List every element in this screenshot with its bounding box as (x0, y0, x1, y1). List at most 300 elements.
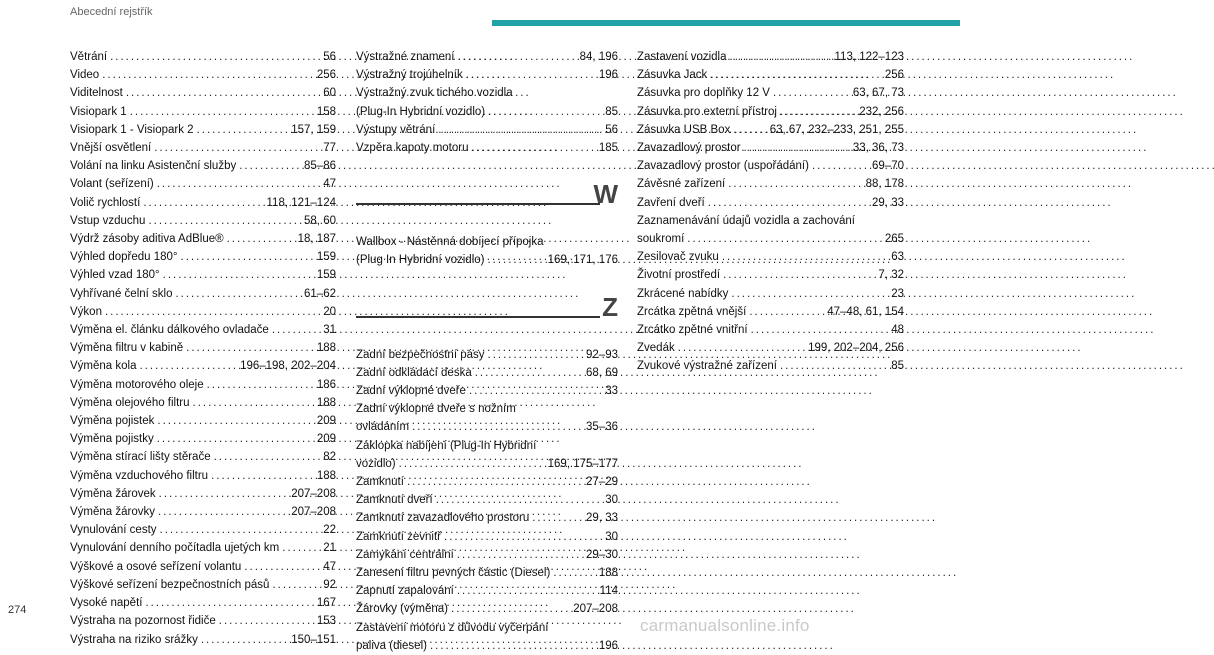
index-entry (356, 121, 618, 139)
dot-leader (488, 346, 584, 364)
header-title: Abecední rejstřík (70, 6, 153, 18)
index-entry-pages: 63, 67, 73 (852, 87, 904, 100)
index-entry-line (70, 558, 336, 576)
dot-leader (466, 66, 596, 84)
index-entry-label: Výstraha na pozornost řidiče (70, 615, 216, 628)
index-entry (637, 339, 904, 357)
index-entry-pages: 85 (605, 105, 618, 118)
dot-leader (102, 66, 314, 84)
index-entry-line (70, 485, 336, 503)
index-entry-line (70, 376, 336, 394)
index-entry-pages: 35–36 (586, 421, 618, 434)
index-entry (70, 594, 336, 612)
index-entry-label: Vyhřívané čelní sklo (70, 287, 173, 300)
index-entry-label: (Plug-In Hybridní vozidlo) (356, 105, 486, 118)
index-entry (637, 357, 904, 375)
index-entry-label: Záklopka nabíjení (Plug-In Hybridní (356, 439, 537, 452)
index-entry (637, 48, 904, 66)
dot-leader (407, 473, 583, 491)
index-entry-pages: 63 (891, 251, 904, 264)
index-entry-line (637, 103, 904, 121)
dot-leader (749, 303, 824, 321)
index-entry-label: Volant (seřízení) (70, 178, 154, 191)
index-entry-label: Výhled dopředu 180° (70, 251, 178, 264)
index-entry (70, 84, 336, 102)
index-entry-line (70, 285, 336, 303)
index-entry-label: vozidlo) (356, 457, 396, 470)
index-entry-label: Výměna motorového oleje (70, 378, 204, 391)
index-entry-line (70, 394, 336, 412)
index-entry-label: Zamknutí (356, 476, 404, 489)
index-entry-label: Zamykání centrální (356, 548, 454, 561)
index-entry-pages: 29–30 (586, 548, 618, 561)
index-entry-line (356, 528, 618, 546)
index-entry-label: Zásuvka USB Box (637, 123, 731, 136)
index-entry (70, 248, 336, 266)
index-entry (637, 212, 904, 248)
index-entry-pages: 21 (323, 542, 336, 555)
index-entry-line (356, 103, 618, 121)
index-entry (70, 394, 336, 412)
index-entry (356, 619, 618, 655)
index-entry-label: soukromí (637, 233, 685, 246)
dot-leader (105, 303, 320, 321)
index-entry-label: Zastavení motoru z důvodu vyčerpání (356, 621, 549, 634)
index-entry-pages: 256 (316, 69, 336, 82)
index-entry (70, 576, 336, 594)
index-entry-label: Zrcátka zpětná vnější (637, 305, 747, 318)
index-entry (356, 564, 618, 582)
index-entry-pages: 196 (598, 639, 618, 652)
index-entry-pages: 33, 36, 73 (852, 142, 904, 155)
index-entry-pages: 209 (316, 415, 336, 428)
index-entry-line (356, 455, 618, 473)
index-entry-label: Zásuvka pro externí přístroj (637, 105, 777, 118)
index-entry-pages: 47–48, 61, 154 (827, 305, 904, 318)
index-entry (70, 376, 336, 394)
index-entry-label: Volič rychlostí (70, 196, 141, 209)
index-entry-label: Závěsné zařízení (637, 178, 726, 191)
index-entry-line (70, 303, 336, 321)
index-entry-label: Výměna žárovek (70, 487, 156, 500)
index-entry (356, 528, 618, 546)
dot-leader (438, 121, 602, 139)
dot-leader (436, 491, 603, 509)
index-entry-line (637, 230, 904, 248)
index-entry-line (356, 382, 618, 400)
index-entry-line (637, 84, 904, 102)
watermark: carmanualsonline.info (640, 616, 810, 635)
index-entry-pages: 256 (884, 69, 904, 82)
index-entry-label: Zadní bezpečnostní pásy (356, 348, 485, 361)
index-entry-pages: 169, 171, 176 (547, 254, 618, 267)
index-entry (70, 230, 336, 248)
index-group-w (356, 233, 618, 269)
dot-leader (710, 66, 882, 84)
index-entry (70, 321, 336, 339)
index-entry-pages: 199, 202–204, 256 (808, 342, 904, 355)
index-entry-label: Zadní výklopné dveře s nožním (356, 403, 516, 416)
index-entry-line (70, 266, 336, 284)
index-entry-label: Visiopark 1 (70, 105, 127, 118)
index-entry-pages: 22 (323, 524, 336, 537)
dot-leader (744, 139, 850, 157)
index-entry-label: Výstražné znamení (356, 51, 455, 63)
index-entry-pages: 27–29 (586, 476, 618, 489)
index-entry-line (70, 503, 336, 521)
index-entry-line (70, 248, 336, 266)
index-entry-line (70, 430, 336, 448)
dot-leader (160, 521, 321, 539)
index-entry-pages: 29, 33 (872, 196, 904, 209)
index-entry (356, 139, 618, 157)
dot-leader (126, 84, 320, 102)
index-entry-pages: 265 (884, 233, 904, 246)
index-entry-line (356, 48, 618, 66)
index-entry-pages: 113, 122–123 (834, 51, 904, 63)
index-entry-pages: 30 (605, 494, 618, 507)
index-entry-line (356, 66, 618, 84)
index-entry (70, 558, 336, 576)
dot-leader (282, 539, 320, 557)
dot-leader (457, 546, 583, 564)
dot-leader (444, 528, 602, 546)
index-entry-line (356, 564, 618, 582)
index-entry-label: Výdrž zásoby aditiva AdBlue® (70, 233, 224, 246)
index-entry (70, 157, 336, 175)
dot-leader (457, 48, 576, 66)
index-entry-label: Viditelnost (70, 87, 123, 100)
index-entry-label: ovládáním (356, 421, 410, 434)
index-entry-label: Výškové a osové seřízení volantu (70, 560, 242, 573)
index-entry-line (356, 600, 618, 618)
dot-leader (412, 418, 583, 436)
index-entry-label: Zásuvka pro doplňky 12 V (637, 87, 770, 100)
index-entry-line (637, 194, 904, 212)
index-entry-line (70, 139, 336, 157)
index-entry (70, 448, 336, 466)
index-entry (637, 248, 904, 266)
index-entry-pages: 185 (598, 142, 618, 155)
dot-leader (722, 248, 888, 266)
index-entry-label: Zvukové výstražné zařízení (637, 360, 777, 373)
index-entry (637, 121, 904, 139)
index-entry-pages: 167 (316, 597, 336, 610)
index-entry-label: Zrcátko zpětné vnitřní (637, 324, 748, 337)
index-entry-pages: 207–208 (291, 506, 336, 519)
dot-leader (469, 382, 602, 400)
index-entry-pages: 157, 159 (291, 123, 336, 136)
index-entry-label: Výměna olejového filtru (70, 396, 190, 409)
dot-leader (780, 103, 856, 121)
index-entry (70, 121, 336, 139)
index-entry-pages: 92–93 (586, 348, 618, 361)
dot-leader (181, 248, 314, 266)
dot-leader (812, 157, 869, 175)
index-entry-pages: 68, 69 (586, 366, 618, 379)
index-entry-line (637, 321, 904, 339)
index-entry-line (70, 230, 336, 248)
dot-leader (197, 121, 289, 139)
index-entry-line (637, 266, 904, 284)
index-entry-label: Zvedák (637, 342, 675, 355)
dot-leader (731, 285, 888, 303)
index-entry-line (70, 66, 336, 84)
index-entry-label: Výměna stírací lišty stěrače (70, 451, 211, 464)
dot-leader (708, 194, 869, 212)
index-entry (637, 321, 904, 339)
dot-leader (532, 509, 583, 527)
index-entry-label: Výkon (70, 305, 102, 318)
index-entry (637, 194, 904, 212)
index-entry-line (356, 582, 618, 600)
index-column-2 (356, 48, 618, 655)
index-entry (70, 357, 336, 375)
index-entry-label: Zamknutí zavazadlového prostoru (356, 512, 530, 525)
index-entry-pages: 82 (323, 451, 336, 464)
index-column-3 (637, 48, 904, 376)
index-entry (637, 285, 904, 303)
index-entry-pages: 29, 33 (586, 512, 618, 525)
dot-leader (139, 357, 237, 375)
index-entry-pages: 209 (316, 433, 336, 446)
index-entry (356, 84, 618, 120)
index-entry-label: Zkrácené nabídky (637, 287, 729, 300)
index-entry-line (70, 157, 336, 175)
index-entry (637, 175, 904, 193)
index-entry-pages: 188 (316, 469, 336, 482)
index-entry-label: Zastavení vozidla (637, 51, 727, 63)
dot-leader (451, 600, 570, 618)
index-entry-pages: 207–208 (573, 603, 618, 616)
dot-leader (475, 364, 583, 382)
dot-leader (145, 594, 313, 612)
dot-leader (193, 394, 314, 412)
index-entry-label: Žárovky (výměna) (356, 603, 449, 616)
index-entry-label: Výměna žárovky (70, 506, 156, 519)
section-heading-w (356, 175, 618, 233)
index-entry (70, 612, 336, 630)
index-entry-label: Zapnutí zapalování (356, 585, 454, 598)
dot-leader (773, 84, 850, 102)
index-entry-pages: 47 (323, 560, 336, 573)
dot-leader (148, 212, 301, 230)
page-number: 274 (8, 604, 27, 616)
index-entry-label: Zavření dveří (637, 196, 705, 209)
index-entry-line (356, 139, 618, 157)
index-entry-pages: 232, 256 (859, 105, 904, 118)
index-entry-label: Visiopark 1 - Visiopark 2 (70, 123, 194, 136)
index-entry-label: Zesilovač zvuku (637, 251, 719, 264)
index-entry-label: Výměna kola (70, 360, 137, 373)
index-entry (356, 582, 618, 600)
section-letter-z: Z (602, 291, 618, 322)
index-entry-label: Výměna pojistek (70, 415, 155, 428)
index-entry-pages: 20 (323, 305, 336, 318)
dot-leader (158, 503, 288, 521)
section-heading-z (356, 288, 618, 346)
index-entry-label: Životní prostředí (637, 269, 721, 282)
index-entry-line (70, 321, 336, 339)
dot-leader (457, 582, 597, 600)
index-entry (637, 139, 904, 157)
index-entry-label: Vynulování cesty (70, 524, 157, 537)
dot-leader (751, 321, 889, 339)
index-entry (356, 491, 618, 509)
index-entry-line (70, 448, 336, 466)
index-entry-label: Výstražný trojúhelník (356, 69, 463, 82)
index-entry-pages: 31 (323, 324, 336, 337)
index-entry (70, 139, 336, 157)
index-entry-line (70, 194, 336, 212)
index-group-z (356, 346, 618, 655)
index-entry-label: Wallbox - Nástěnná dobíjecí přípojka (356, 236, 544, 249)
dot-leader (157, 430, 314, 448)
index-entry-line (637, 285, 904, 303)
index-entry-label: Video (70, 69, 100, 82)
index-entry-label: Volání na linku Asistenční služby (70, 160, 237, 173)
index-entry-label: Výhled vzad 180° (70, 269, 160, 282)
index-entry (356, 233, 618, 269)
index-entry-label: Zamknutí zevnitř (356, 530, 441, 543)
index-entry-label: Výměna filtru v kabině (70, 342, 184, 355)
index-entry (70, 285, 336, 303)
index-entry-line (70, 539, 336, 557)
index-entry-line (70, 339, 336, 357)
index-entry-pages: 30 (605, 530, 618, 543)
index-entry (70, 266, 336, 284)
index-entry-label: Větrání (70, 51, 108, 63)
index-entry-label: Výměna pojistky (70, 433, 154, 446)
index-entry-pages: 150–151 (291, 633, 336, 646)
index-entry (356, 364, 618, 382)
index-entry-line (637, 48, 904, 66)
index-entry (70, 503, 336, 521)
index-entry-pages: 48 (891, 324, 904, 337)
index-entry (356, 346, 618, 364)
dot-leader (211, 467, 314, 485)
dot-leader (678, 339, 805, 357)
index-entry-line (356, 121, 618, 139)
index-entry (70, 339, 336, 357)
index-entry-label: Výměna vzduchového filtru (70, 469, 209, 482)
index-entry-pages: 33 (605, 385, 618, 398)
index-entry-line (356, 418, 618, 436)
index-entry-line (637, 357, 904, 375)
dot-leader (239, 157, 301, 175)
index-entry (637, 84, 904, 102)
index-entry-label: Výstupy větrání (356, 123, 436, 136)
index-entry-pages: 153 (316, 615, 336, 628)
index-entry-line (70, 175, 336, 193)
index-entry-line (70, 84, 336, 102)
index-entry-line (356, 509, 618, 527)
dot-leader (472, 139, 596, 157)
dot-leader (488, 103, 602, 121)
index-entry-pages: 88, 178 (865, 178, 904, 191)
dot-leader (143, 194, 263, 212)
dot-leader (272, 576, 320, 594)
index-entry-pages: 188 (316, 342, 336, 355)
index-entry (70, 485, 336, 503)
index-entry-line (637, 139, 904, 157)
index-entry (356, 66, 618, 84)
dot-leader (157, 412, 313, 430)
index-entry-line (70, 521, 336, 539)
dot-leader (399, 455, 545, 473)
section-letter-w: W (593, 179, 618, 210)
index-entry-pages: 118, 121–124 (266, 196, 336, 209)
index-entry-line (356, 251, 618, 269)
index-entry (70, 412, 336, 430)
index-entry-line (70, 412, 336, 430)
dot-leader (244, 558, 320, 576)
index-entry-pages: 186 (316, 378, 336, 391)
dot-leader (272, 321, 320, 339)
index-entry-line (70, 594, 336, 612)
index-entry-pages: 69–70 (872, 160, 904, 173)
dot-leader (780, 357, 888, 375)
index-entry (637, 157, 904, 175)
index-entry-pages: 77 (323, 142, 336, 155)
index-entry-pages: 92 (323, 578, 336, 591)
index-entry-line (356, 473, 618, 491)
index-entry-pages: 61–62 (304, 287, 336, 300)
index-entry (356, 48, 618, 66)
dot-leader (110, 48, 320, 66)
dot-leader (227, 230, 295, 248)
dot-leader (207, 376, 314, 394)
index-entry-line (637, 175, 904, 193)
index-entry-label: Zavazadlový prostor (uspořádání) (637, 160, 809, 173)
index-entry-line (637, 248, 904, 266)
index-entry-line (70, 576, 336, 594)
index-entry-pages: 18, 187 (297, 233, 336, 246)
index-entry-line (70, 212, 336, 230)
dot-leader (553, 564, 596, 582)
index-entry (356, 509, 618, 527)
index-entry-label: Výstražný zvuk tichého vozidla (356, 87, 513, 100)
index-entry-label: Zamknutí dveří (356, 494, 433, 507)
index-entry (70, 430, 336, 448)
dot-leader (219, 612, 314, 630)
index-entry-pages: 23 (891, 287, 904, 300)
dot-leader (175, 285, 301, 303)
index-entry-label: Výměna el. článku dálkového ovladače (70, 324, 269, 337)
dot-leader (728, 175, 862, 193)
index-column-1 (70, 48, 336, 649)
index-entry (70, 103, 336, 121)
index-entry (70, 175, 336, 193)
dot-leader (157, 175, 320, 193)
index-entry-label: Zanesení filtru pevných částic (Diesel) (356, 567, 551, 580)
dot-leader (723, 266, 875, 284)
index-entry (356, 546, 618, 564)
index-entry (70, 194, 336, 212)
index-entry-pages: 60 (323, 87, 336, 100)
index-entry-line (356, 491, 618, 509)
index-entry-label: Vynulování denního počítadla ujetých km (70, 542, 280, 555)
section-rule (356, 203, 600, 205)
index-entry-pages: 84, 196 (579, 51, 618, 63)
index-entry-line (70, 121, 336, 139)
index-entry-line (637, 121, 904, 139)
index-entry-label: Vysoké napětí (70, 597, 143, 610)
index-entry-label: Zaznamenávání údajů vozidla a zachování (637, 214, 856, 227)
index-entry (70, 48, 336, 66)
index-entry-line (356, 364, 618, 382)
dot-leader (214, 448, 321, 466)
